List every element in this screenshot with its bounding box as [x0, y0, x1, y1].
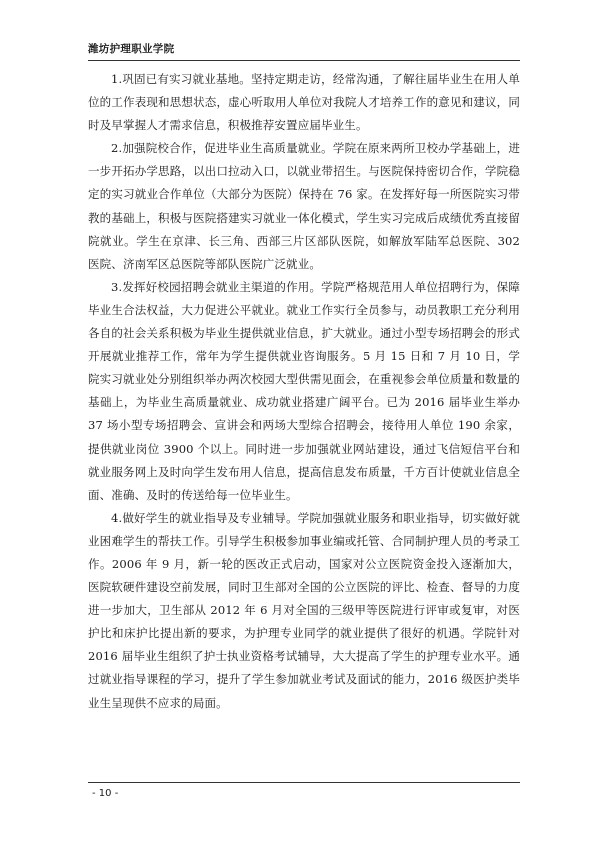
- header-title: 潍坊护理职业学院: [88, 43, 175, 55]
- paragraph-1: 1.巩固已有实习就业基地。坚持定期走访，经常沟通，了解往届毕业生在用人单位的工作表现和思想状态，虚心听取用人单位对我院人才培养工作的意见和建议，同时及早掌握人才需求信息，积极推荐安置应届毕业生。: [88, 72, 520, 133]
- paragraph-3: 3.发挥好校园招聘会就业主渠道的作用。学院严格规范用人单位招聘行为，保障毕业生合法权益，大力促进公平就业。就业工作实行全员参与，动员教职工充分利用各自的社会关系积极为毕业生提供就业信息，扩大就业。通过小型专场招聘会的形式开展就业推荐工作，常年为学生提供就业咨询服务。5 月 15 日和 7 月 10 日，学院实习就业处分别组织举办两次校园大型供需见面会，在重视参会单位质量和数量的基础上，为毕业生高质量就业、成功就业搭建广阔平台。已为 2016 届毕业生举办 37 场小型专场招聘会、宣讲会和两场大型综合招聘会，接待用人单位 190 余家，提供就业岗位 3900 个以上。同时进一步加强就业网站建设，通过飞信短信平台和就业服务网上及时向学生发布用人信息，提高信息发布质量，千方百计使就业信息全面、准确、及时的传送给每一位毕业生。: [88, 279, 520, 502]
- document-body: [88, 68, 520, 715]
- page-number: - 10 -: [92, 788, 119, 799]
- paragraph-2: 2.加强院校合作，促进毕业生高质量就业。学院在原来两所卫校办学基础上，进一步开拓办学思路，以出口拉动入口，以就业带招生。与医院保持密切合作，学院稳定的实习就业合作单位（大部分为医院）保持在 76 家。在发挥好每一所医院实习带教的基础上，积极与医院搭建实习就业一体化模式，学生实习完成后成绩优秀直接留院就业。学生在京津、长三角、西部三片区部队医院，如解放军陆军总医院、302 医院、济南军区总医院等部队医院广泛就业。: [88, 141, 520, 271]
- page-header: [88, 38, 520, 61]
- paragraph-4: 4.做好学生的就业指导及专业辅导。学院加强就业服务和职业指导，切实做好就业困难学生的帮扶工作。引导学生积极参加事业编或托管、合同制护理人员的考录工作。2006 年 9 月，新一轮的医改正式启动，国家对公立医院资金投入逐渐加大，医院软硬件建设空前发展，同时卫生部对全国的公立医院的评比、检查、督导的力度进一步加大，卫生部从 2012 年 6 月对全国的三级甲等医院进行评审或复审，对医护比和床护比提出新的要求，为护理专业同学的就业提供了很好的机遇。学院针对 2016 届毕业生组织了护士执业资格考试辅导，大大提高了学生的护理专业水平。通过就业指导课程的学习，提升了学生参加就业考试及面试的能力，2016 级医护类毕业生呈现供不应求的局面。: [88, 510, 520, 710]
- footer-divider: [88, 782, 520, 783]
